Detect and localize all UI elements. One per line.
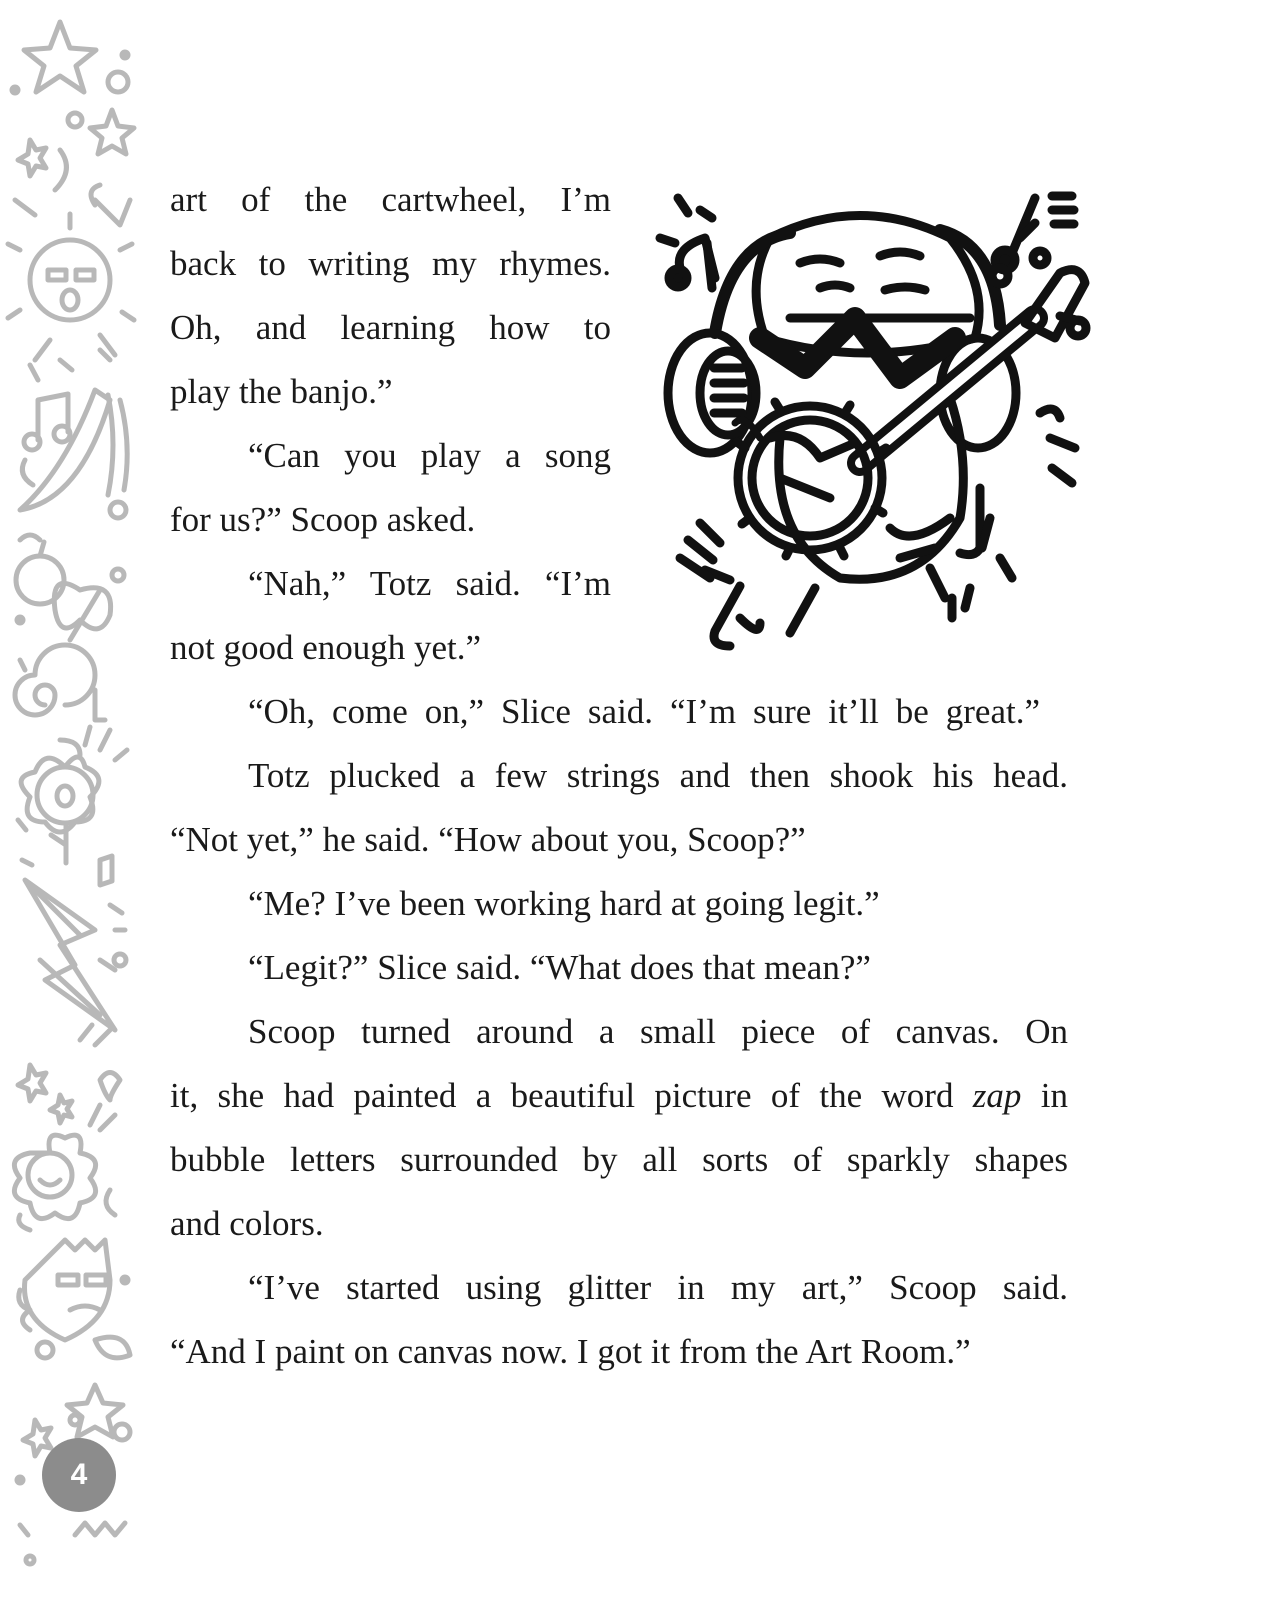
text-line: “Can you play a song bbox=[248, 436, 611, 475]
text-line: and colors. bbox=[170, 1204, 324, 1243]
star-doodle-icon bbox=[24, 22, 96, 92]
text-line: “Nah,” Totz said. “I’m bbox=[248, 564, 611, 603]
text-line: “And I paint on canvas now. I got it from the Art Room.” bbox=[170, 1332, 971, 1371]
text-line: “Oh, come on,” Slice said. “I’m sure it’ll be great.” bbox=[248, 692, 1040, 731]
text-line: not good enough yet.” bbox=[170, 628, 482, 667]
text-line: Scoop turned around a small piece of canvas. On bbox=[248, 1012, 1068, 1051]
smiling-flower-doodle-icon bbox=[28, 1153, 72, 1197]
sunglasses-shield-doodle-icon bbox=[25, 1240, 111, 1340]
text-segment: it, she had painted a beautiful picture of the word bbox=[170, 1076, 973, 1115]
banjo-player-icon bbox=[640, 178, 1100, 658]
text-line: “Me? I’ve been working hard at going legit.” bbox=[248, 884, 880, 923]
emphasized-word: zap bbox=[972, 1076, 1022, 1115]
text-line: Totz plucked a few strings and then shook his head. bbox=[248, 756, 1068, 795]
text-line: back to writing my rhymes. bbox=[170, 244, 611, 283]
text-line: “Legit?” Slice said. “What does that mean?” bbox=[248, 948, 871, 987]
text-line: “Not yet,” he said. “How about you, Scoop?” bbox=[170, 820, 806, 859]
spiral-doodle-icon bbox=[15, 645, 95, 715]
star-doodle-icon bbox=[90, 110, 134, 154]
flower-face-doodle-icon bbox=[37, 767, 93, 823]
page-number: 4 bbox=[70, 1458, 88, 1491]
page-number-badge bbox=[42, 1438, 116, 1512]
doodle-border-decoration bbox=[0, 0, 140, 1600]
lightning-bolt-doodle-icon bbox=[25, 880, 115, 1030]
text-line: bubble letters surrounded by all sorts of sparkly shapes bbox=[170, 1140, 1068, 1179]
text-line-zap bbox=[170, 1064, 1068, 1128]
text-segment: in bbox=[1021, 1076, 1068, 1115]
text-line: art of the cartwheel, I’m bbox=[170, 180, 611, 219]
text-line: Oh, and learning how to bbox=[170, 308, 611, 347]
text-line: for us?” Scoop asked. bbox=[170, 500, 476, 539]
text-line: play the banjo.” bbox=[170, 372, 393, 411]
text-line: “I’ve started using glitter in my art,” Scoop said. bbox=[248, 1268, 1068, 1307]
